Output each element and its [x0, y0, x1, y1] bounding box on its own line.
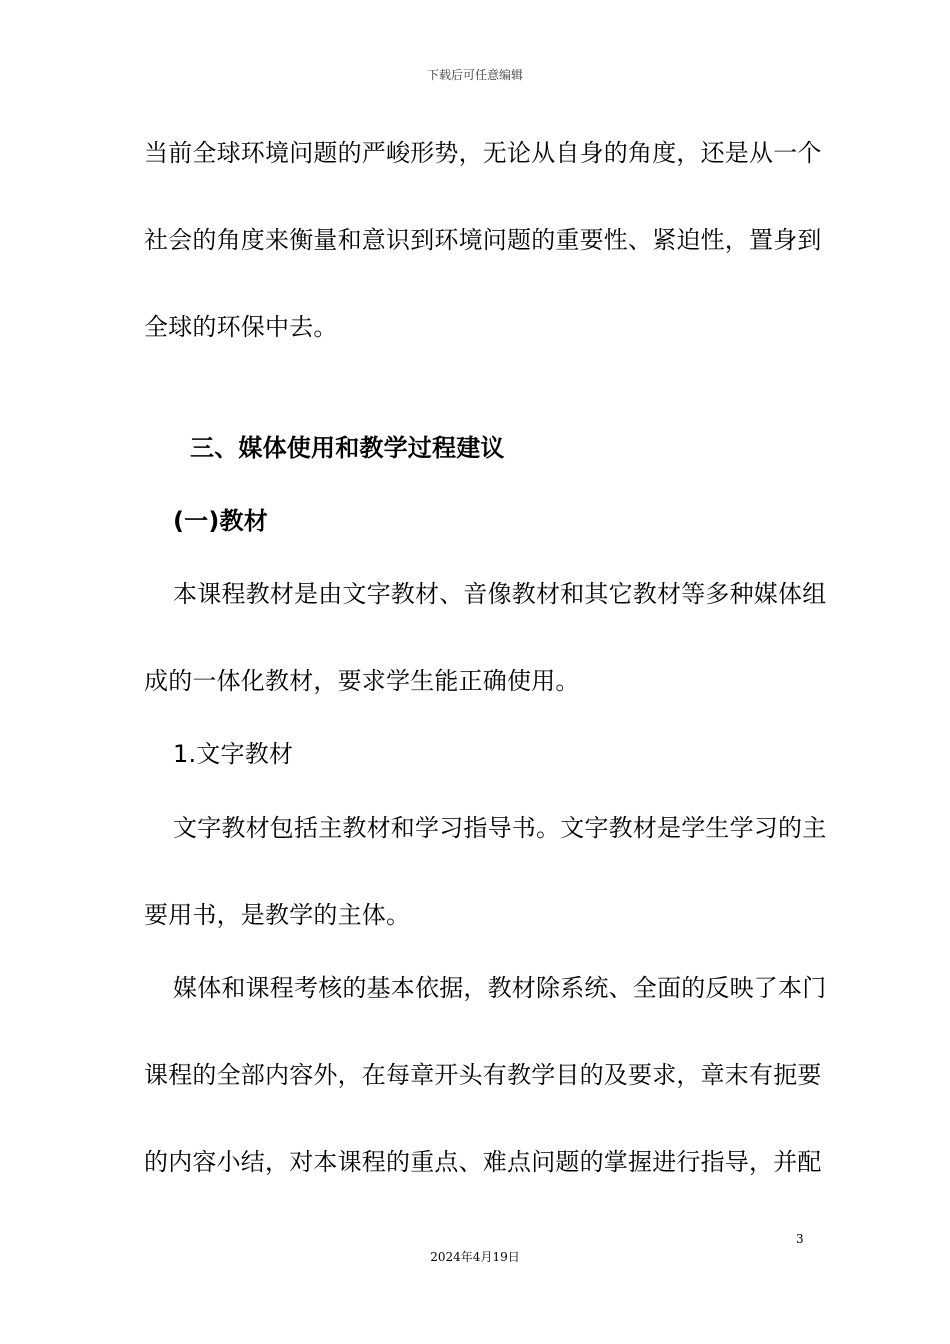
paragraph-line: 媒体和课程考核的基本依据，教材除系统、全面的反映了本门: [173, 974, 827, 1002]
paragraph-line: 本课程教材是由文字教材、音像教材和其它教材等多种媒体组: [173, 580, 827, 608]
paragraph-line: 社会的角度来衡量和意识到环境问题的重要性、紧迫性，置身到: [144, 226, 822, 254]
paragraph-line: 要用书，是教学的主体。: [144, 901, 411, 929]
paragraph-line: 文字教材包括主教材和学习指导书。文字教材是学生学习的主: [173, 814, 827, 842]
paragraph-line: 成的一体化教材，要求学生能正确使用。: [144, 667, 580, 695]
footer-date: 2024年4月19日: [430, 1250, 520, 1264]
paragraph-line: 当前全球环境问题的严峻形势，无论从自身的角度，还是从一个: [144, 139, 822, 167]
header-note: 下载后可任意编辑: [426, 68, 523, 82]
paragraph-line: 的内容小结，对本课程的重点、难点问题的掌握进行指导，并配: [144, 1148, 822, 1176]
item-heading: 1.文字教材: [173, 740, 294, 768]
section-heading: 三、媒体使用和教学过程建议: [190, 434, 505, 462]
paragraph-line: 全球的环保中去。: [144, 313, 338, 341]
subsection-heading: (一)教材: [173, 507, 268, 535]
page-number: 3: [796, 1232, 804, 1246]
paragraph-line: 课程的全部内容外，在每章开头有教学目的及要求，章末有扼要: [144, 1061, 822, 1089]
